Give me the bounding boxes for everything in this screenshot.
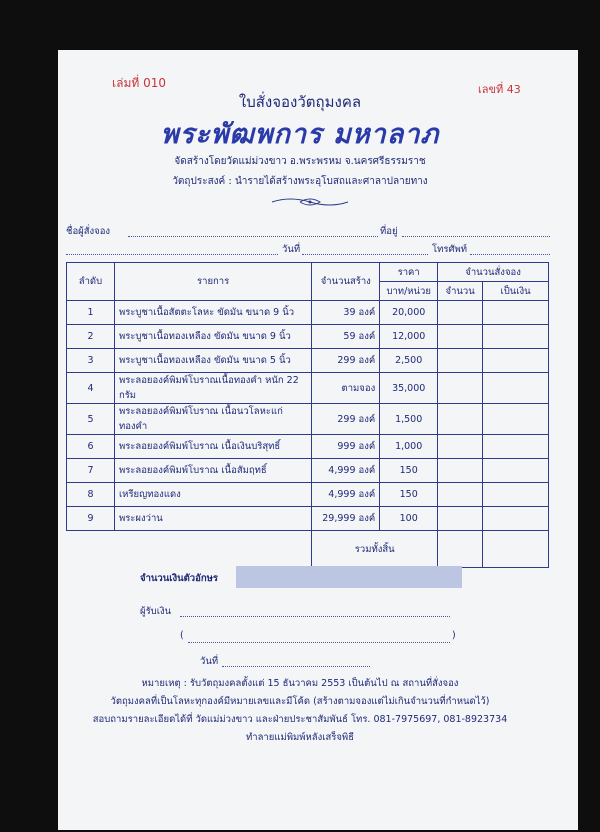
row-order-money[interactable] [483, 373, 549, 404]
total-label: รวมทั้งสิ้น [312, 531, 438, 568]
row-order-amount[interactable] [438, 459, 483, 483]
row-price: 1,000 [380, 435, 438, 459]
form-number: เลขที่ 43 [478, 83, 521, 96]
purpose-text: วัตถุประสงค์ : นำรายได้สร้างพระอุโบสถและศาลาปลายทาง [172, 176, 428, 187]
table-row [67, 404, 549, 435]
row-quantity-built: 299 องค์ [312, 349, 380, 373]
row-price: 150 [380, 459, 438, 483]
row-order-money[interactable] [483, 483, 549, 507]
row-no: 4 [67, 373, 115, 404]
row-no: 7 [67, 459, 115, 483]
col-header-order-qty: จำนวนสั่งจอง [438, 263, 549, 282]
row-no: 2 [67, 325, 115, 349]
address-field-line-2[interactable] [66, 244, 278, 255]
row-order-money[interactable] [483, 459, 549, 483]
row-no: 6 [67, 435, 115, 459]
remark-2: วัตถุมงคลที่เป็นโลหะทุกองค์มีหมายเลขและมีโค้ด (สร้างตามจองแต่ไม่เกินจำนวนที่กำหนดไว้) [110, 696, 490, 707]
total-amount-cell[interactable] [438, 531, 483, 568]
row-order-amount[interactable] [438, 404, 483, 435]
row-quantity-built: 59 องค์ [312, 325, 380, 349]
orderer-field[interactable] [128, 226, 378, 237]
row-quantity-built: 39 องค์ [312, 301, 380, 325]
row-order-money[interactable] [483, 404, 549, 435]
row-order-money[interactable] [483, 507, 549, 531]
amount-words-label: จำนวนเงินตัวอักษร [140, 573, 218, 584]
row-price: 20,000 [380, 301, 438, 325]
row-item: พระผงว่าน [114, 507, 311, 531]
col-header-money: เป็นเงิน [483, 282, 549, 301]
receiver-field[interactable] [180, 606, 450, 617]
total-money-cell[interactable] [483, 531, 549, 568]
col-header-amount: จำนวน [438, 282, 483, 301]
row-price: 2,500 [380, 349, 438, 373]
row-order-money[interactable] [483, 349, 549, 373]
col-header-price: ราคา [380, 263, 438, 282]
row-order-amount[interactable] [438, 325, 483, 349]
row-order-money[interactable] [483, 435, 549, 459]
row-order-amount[interactable] [438, 301, 483, 325]
phone-label: โทรศัพท์ [432, 244, 468, 255]
row-quantity-built: 299 องค์ [312, 404, 380, 435]
row-order-amount[interactable] [438, 373, 483, 404]
row-item: พระบูชาเนื้อทองเหลือง ขัดมัน ขนาด 9 นิ้ว [114, 325, 311, 349]
amount-words-field[interactable] [236, 566, 462, 588]
receipt-date-label: วันที่ [200, 656, 219, 667]
row-price: 100 [380, 507, 438, 531]
receiver-label: ผู้รับเงิน [140, 606, 172, 617]
row-item: พระบูชาเนื้อทองเหลือง ขัดมัน ขนาด 5 นิ้ว [114, 349, 311, 373]
order-date-label: วันที่ [282, 244, 301, 255]
col-header-price-unit: บาท/หน่วย [380, 282, 438, 301]
row-quantity-built: 4,999 องค์ [312, 459, 380, 483]
mold-destroyed-note: ทำลายแม่พิมพ์หลังเสร็จพิธี [246, 732, 354, 743]
row-price: 12,000 [380, 325, 438, 349]
row-item: พระลอยองค์พิมพ์โบราณเนื้อทองคำ หนัก 22 กรัม [114, 373, 311, 404]
row-quantity-built: 29,999 องค์ [312, 507, 380, 531]
table-row [67, 301, 549, 325]
table-header-row [67, 263, 549, 282]
row-quantity-built: ตามจอง [312, 373, 380, 404]
col-header-quantity-built: จำนวนสร้าง [312, 263, 380, 301]
phone-field[interactable] [470, 244, 550, 255]
amulet-name: พระพัฒพการ มหาลาภ [160, 119, 440, 150]
receiver-paren-close: ) [452, 630, 456, 641]
contact-text: สอบถามรายละเอียดได้ที่ วัดแม่ม่วงขาว และฝ่ายประชาสัมพันธ์ โทร. 081-7975697, 081-8923734 [92, 714, 508, 725]
row-item: พระบูชาเนื้อสัตตะโลหะ ขัดมัน ขนาด 9 นิ้ว [114, 301, 311, 325]
row-order-amount[interactable] [438, 349, 483, 373]
order-date-field[interactable] [302, 244, 428, 255]
row-order-amount[interactable] [438, 483, 483, 507]
table-row [67, 483, 549, 507]
row-price: 1,500 [380, 404, 438, 435]
order-table [66, 262, 549, 568]
row-no: 1 [67, 301, 115, 325]
row-quantity-built: 999 องค์ [312, 435, 380, 459]
ornament-flourish-icon [270, 196, 350, 208]
row-no: 5 [67, 404, 115, 435]
address-field[interactable] [402, 226, 550, 237]
row-no: 3 [67, 349, 115, 373]
receiver-paren-open: ( [180, 630, 184, 641]
row-price: 150 [380, 483, 438, 507]
address-label: ที่อยู่ [380, 226, 398, 237]
orderer-label: ชื่อผู้สั่งจอง [66, 226, 111, 237]
row-item: พระลอยองค์พิมพ์โบราณ เนื้อสัมฤทธิ์ [114, 459, 311, 483]
remark-1: หมายเหตุ : รับวัตถุมงคลตั้งแต่ 15 ธันวาคม 2553 เป็นต้นไป ณ สถานที่สั่งจอง [141, 678, 459, 689]
col-header-item: รายการ [114, 263, 311, 301]
row-order-money[interactable] [483, 301, 549, 325]
row-order-money[interactable] [483, 325, 549, 349]
total-row [67, 531, 549, 568]
built-by-text: จัดสร้างโดยวัดแม่ม่วงขาว อ.พระพรหม จ.นครศรีธรรมราช [174, 156, 426, 167]
row-order-amount[interactable] [438, 507, 483, 531]
row-no: 9 [67, 507, 115, 531]
row-item: พระลอยองค์พิมพ์โบราณ เนื้อนวโลหะแก่ทองคำ [114, 404, 311, 435]
row-price: 35,000 [380, 373, 438, 404]
table-row [67, 435, 549, 459]
receiver-name-field[interactable] [188, 632, 450, 643]
table-row [67, 459, 549, 483]
row-quantity-built: 4,999 องค์ [312, 483, 380, 507]
row-no: 8 [67, 483, 115, 507]
row-item: พระลอยองค์พิมพ์โบราณ เนื้อเงินบริสุทธิ์ [114, 435, 311, 459]
form-title: ใบสั่งจองวัตถุมงคล [238, 93, 362, 111]
table-row [67, 349, 549, 373]
row-order-amount[interactable] [438, 435, 483, 459]
row-item: เหรียญทองแดง [114, 483, 311, 507]
table-row [67, 325, 549, 349]
receipt-date-field[interactable] [222, 656, 370, 667]
table-row [67, 373, 549, 404]
table-row [67, 507, 549, 531]
col-header-no: ลำดับ [67, 263, 115, 301]
book-number: เล่มที่ 010 [112, 76, 166, 90]
